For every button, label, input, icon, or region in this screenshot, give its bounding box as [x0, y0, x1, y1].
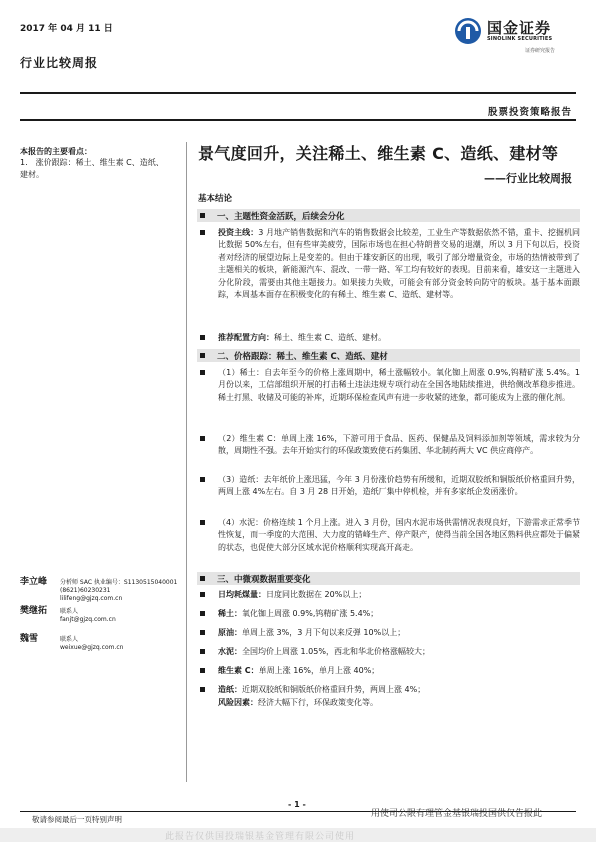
page-number: - 1 - — [288, 800, 306, 809]
square-bullet-icon — [200, 592, 205, 597]
square-bullet-icon — [200, 335, 205, 340]
data-change-item: 原油：单周上涨 3%，3 月下旬以来反弹 10%以上； — [200, 627, 580, 639]
square-bullet-icon — [200, 576, 205, 581]
paragraph-recommend: 推荐配置方向：稀土、维生素 C、造纸、建材。 — [200, 332, 580, 344]
report-date: 2017 年 04 月 11 日 — [20, 24, 113, 34]
square-bullet-icon — [200, 353, 205, 358]
data-change-item: 日均耗煤量：日度同比数据在 20%以上； — [200, 589, 580, 601]
sinolink-logo-icon — [453, 16, 483, 46]
column-divider — [186, 142, 187, 782]
square-bullet-icon — [200, 630, 205, 635]
square-bullet-icon — [200, 687, 205, 692]
section-heading-1: 一、主题性资金活跃，后续会分化 — [197, 209, 580, 222]
section-label: 基本结论 — [198, 194, 233, 204]
subtitle: ——行业比较周报 — [484, 172, 572, 185]
header-rule — [20, 92, 576, 94]
sidebar-title: 本报告的主要看点： — [20, 147, 92, 156]
main-title: 景气度回升，关注稀土、维生素 C、造纸、建材等 — [198, 144, 559, 163]
square-bullet-icon — [200, 370, 205, 375]
square-bullet-icon — [200, 520, 205, 525]
paragraph-investment-line: 投资主线：3 月地产销售数据和汽车的销售数据会比较差，工业生产等数据依然不错，重卡、挖掘机同比数据 50%左右，但有些审美疲劳，国际市场也在担心特朗普交易的退潮，所以 3 月下旬以后，投资者对经济的展望边际上是变差的。但由于雄安新区的出现，吸引了部分增量资金，市场的热情被带到了主题相关的板块，新能源汽车、混改、一带一路、军工均有较好的表现。目前来看，雄安这一主题进入分化阶段，需要由其他主题接力。如果接力失败，可能会有部分资金转向防守的板块。基于基本面跟踪，本周基本面存在积极变化的有稀土、维生素 C、造纸、建材等。 — [200, 227, 580, 301]
data-change-item: 维生素 C：单周上涨 16%，单月上涨 40%； — [200, 665, 580, 677]
data-change-item: 造纸：近期双胶纸和铜版纸价格重回升势，两周上涨 4%； — [200, 684, 580, 696]
company-logo — [453, 16, 573, 56]
footer-watermark-text: 用使司公限有理管金基银瑞投国供仅告报此 — [371, 809, 543, 819]
bottom-watermark: 此报告仅供国投瑞银基金管理有限公司使用 — [165, 832, 356, 842]
square-bullet-icon — [200, 649, 205, 654]
square-bullet-icon — [200, 436, 205, 441]
paragraph-rare-earth: （1）稀土：自去年至今的价格上涨周期中，稀土涨幅较小。氧化铷上周涨 0.9%,钨精矿涨 5.4%。1 月份以来，工信部组织开展的打击稀土违法违规专项行动在全国各地陆续推进，供给侧改革稳步推进。稀土打黑、收储及可能的补库，近期环保检查风声有进一步收紧的迹象，都可能成为上涨的催化剂。 — [200, 367, 580, 404]
section-heading-2: 二、价格跟踪：稀土、维生素 C、造纸、建材 — [197, 349, 580, 362]
data-change-item: 水泥：全国均价上周涨 1.05%，西北和华北价格涨幅较大； — [200, 646, 580, 658]
industry-title: 行业比较周报 — [20, 56, 99, 70]
risk-factors: 风险因素：经济大幅下行，环保政策变化等。 — [218, 698, 378, 707]
header-rule-2 — [20, 119, 576, 121]
paragraph-cement: （4）水泥：价格连续 1 个月上涨。进入 3 月份，国内水泥市场供需情况表现良好，下游需求正常季节性恢复，而一季度的大范围、大力度的错峰生产、停产限产，使得当前全国各地区熟料供应都处于偏紧的状态，也促使大部分区域水泥价格顺利实现高开高走。 — [200, 517, 580, 554]
disclaimer-note: 敬请参阅最后一页特别声明 — [32, 815, 122, 824]
square-bullet-icon — [200, 611, 205, 616]
section-heading-3: 三、中微观数据重要变化 — [197, 572, 580, 585]
square-bullet-icon — [200, 230, 205, 235]
paragraph-paper: （3）造纸：去年纸价上涨迅猛，今年 3 月份涨价趋势有所缓和，近期双胶纸和铜版纸价格重回升势，两周上涨 4%左右。自 3 月 28 日开始，造纸厂集中停机检，并有多家纸企发函涨价。 — [200, 474, 580, 499]
logo-cn-text: 国金证券 — [487, 19, 552, 37]
logo-en-text: SINOLINK SECURITIES — [487, 36, 553, 42]
square-bullet-icon — [200, 213, 205, 218]
paragraph-vitamin-c: （2）维生素 C：单周上涨 16%，下游可用于食品、医药、保健品及饲料添加剂等领域，需求较为分散，周期性不强。去年开始实行的环保政策致使石药集团、华北制药两大 VC 供应商停产。 — [200, 433, 580, 458]
data-change-item: 稀土：氧化铷上周涨 0.9%,钨精矿涨 5.4%； — [200, 608, 580, 620]
logo-sub-text: 证券研究报告 — [525, 48, 556, 54]
report-type: 股票投资策略报告 — [487, 107, 572, 118]
square-bullet-icon — [200, 477, 205, 482]
square-bullet-icon — [200, 668, 205, 673]
sidebar-point: 1. 涨价跟踪：稀土、维生素 C、造纸、建材。 — [20, 158, 164, 179]
